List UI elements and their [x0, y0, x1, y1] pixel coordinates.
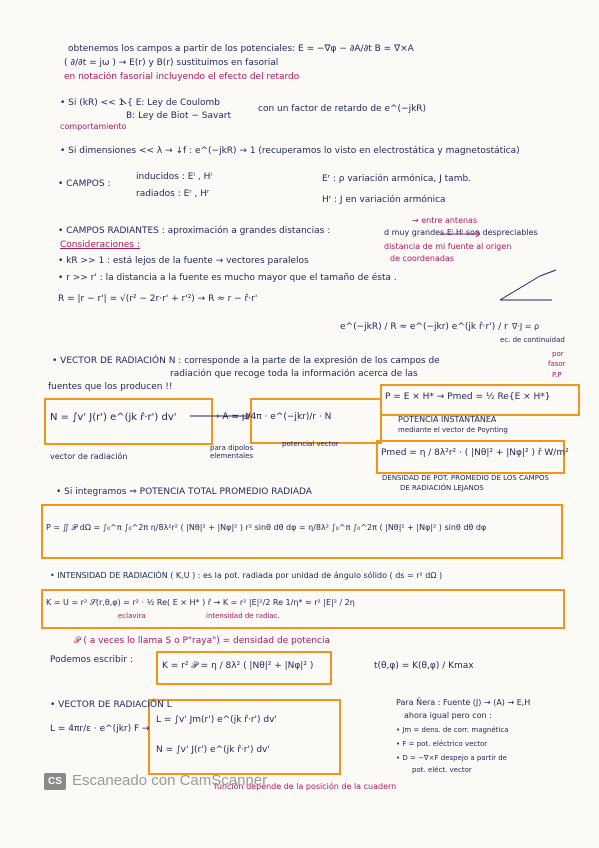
- line-function-note: función depende de la posición de la cuadern: [214, 782, 397, 791]
- equation-t: t(θ,φ) = K(θ,φ) / Kmax: [374, 661, 474, 671]
- line-r-approx: R = |r − r'| = √(r² − 2r·r' + r'²) → R ≈ r − r̂·r': [58, 294, 258, 304]
- line-fasor: fasor: [548, 360, 566, 368]
- line-intensity: • INTENSIDAD DE RADIACIÓN ( K,U ) : es la pot. radiada por unidad de ángulo sólido ( ds = r² dΩ ): [50, 571, 443, 580]
- equation-n: N = ∫v' J(r') e^(jk r̂·r') dv': [50, 412, 177, 423]
- label-poynting: mediante el vector de Poynting: [398, 426, 508, 434]
- line-dimensions: • Si dimensiones << λ → ↓f : e^(−jkR) → 1 (recuperamos lo visto en electrostática y magnetostática): [60, 146, 520, 156]
- line-biot-savart: B: Ley de Biot − Savart: [126, 111, 232, 121]
- line-radiant-fields: • CAMPOS RADIANTES : aproximación a grandes distancias :: [58, 226, 331, 236]
- line-potentials: obtenemos los campos a partir de los potenciales: E = −∇φ − ∂A/∂t B = ∇×A: [68, 44, 414, 54]
- label-potential-vector: potencial vector: [282, 440, 339, 448]
- line-we-can-write: Podemos escribir :: [50, 655, 133, 665]
- equation-l-box-2: N = ∫v' J(r') e^(jk r̂·r') dv': [156, 745, 270, 755]
- line-por: por: [552, 350, 564, 358]
- label-density: DENSIDAD DE POT. PROMEDIO DE LOS CAMPOS: [382, 474, 549, 482]
- line-behaviour: comportamiento: [60, 122, 127, 131]
- line-coordinates: de coordenadas: [390, 254, 454, 263]
- diagram-axis-rprime: [500, 276, 540, 300]
- line-r-far: • r >> r' : la distancia a la fuente es mucho mayor que el tamaño de ésta .: [58, 273, 397, 283]
- line-l-vector: • VECTOR DE RADIACIÓN L: [50, 700, 172, 710]
- line-phasor: ( ∂/∂t = jω ) → E(r) y B(r) sustituimos en fasorial: [64, 58, 279, 68]
- line-radiated: radiados : Eʳ , Hʳ: [136, 189, 210, 199]
- equation-l-def: L = 4πr/ε · e^(jkr) F →: [50, 724, 150, 734]
- line-fields-label: • CAMPOS :: [58, 179, 111, 189]
- line-induced: inducidos : Eⁱ , Hⁱ: [136, 172, 212, 182]
- line-exp-approx: e^(−jkR) / R ≈ e^(−jkr) e^(jk r̂·r') / r: [340, 322, 508, 332]
- equation-poynting: P = E × H* → Pmed = ½ Re{E × H*}: [385, 392, 551, 402]
- right-note-6: pot. eléct. vector: [412, 766, 472, 774]
- line-distance-origin: distancia de mi fuente al origen: [384, 242, 512, 251]
- label-density-2: DE RADIACIÓN LEJANOS: [400, 484, 484, 492]
- line-considerations: Consideraciones :: [60, 240, 140, 250]
- line-pp: P.P: [552, 371, 562, 379]
- label-inst-power: POTENCIA INSTANTÁNEA: [398, 415, 497, 424]
- right-note-3: • Jm = dens. de corr. magnética: [396, 726, 509, 734]
- right-note-5: • D = −∇×F despejo a partir de: [396, 754, 507, 762]
- line-continuity: ∇·J = ρ: [512, 322, 540, 331]
- line-far-negligible: d muy grandes Eⁱ Hⁱ son despreciables: [384, 228, 538, 237]
- line-er: Eʳ : ρ variación armónica, J tamb.: [322, 174, 472, 184]
- right-note-4: • F = pot. eléctrico vector: [396, 740, 488, 748]
- line-retardation: con un factor de retardo de e^(−jkR): [258, 104, 427, 114]
- line-n-vector-3: fuentes que los producen !!: [48, 382, 173, 392]
- line-density-note: 𝒫 ( a veces lo llama S o P"raya") = densidad de potencia: [74, 636, 331, 646]
- line-continuity-label: ec. de continuidad: [500, 336, 565, 344]
- line-between-antennas: → entre antenas: [412, 216, 478, 225]
- line-n-vector-2: radiación que recoge toda la información acerca de las: [170, 369, 418, 379]
- diagram-r-minus-rprime: [540, 270, 556, 276]
- right-note-2: ahora igual pero con :: [404, 711, 492, 720]
- equation-k2: K = r² 𝒫 = η / 8λ² ( |Nθ|² + |Nφ|² ): [162, 661, 314, 671]
- line-phasor-note: en notación fasorial incluyendo el efecto del retardo: [64, 72, 300, 82]
- line-kr-far: • kR >> 1 : está lejos de la fuente → vectores paralelos: [58, 256, 309, 266]
- label-elementary-dipoles: para dipolos elementales: [210, 444, 254, 461]
- line-integrate: • Si integramos ⇒ POTENCIA TOTAL PROMEDIO RADIADA: [56, 487, 312, 497]
- equation-a: → A = μ/4π · e^(−jkr)/r · N: [212, 412, 332, 422]
- label-radiation-vector: vector de radiación: [50, 452, 128, 461]
- equation-intensity: K = U = r² 𝒮(r,θ,φ) = r² · ½ Re( E × H* ) r̂ → K = r² |E|²/2 Re 1/η* ≈ r² |E|² / 2η: [46, 598, 355, 607]
- label-intensity: intensidad de radiac.: [206, 612, 280, 620]
- equation-total-power: P = ∬ 𝒫 dΩ = ∫₀^π ∫₀^2π η/8λ²r² ( |Nθ|² + |Nφ|² ) r² sinθ dθ dφ = η/8λ² ∫₀^π ∫₀^2π ( |Nθ|² + |Nφ|² ) sinθ dθ dφ: [46, 523, 487, 532]
- equation-l-box-1: L = ∫v' Jm(r') e^(jk r̂·r') dv': [156, 715, 277, 725]
- camscanner-logo: CS: [44, 773, 66, 790]
- line-n-vector: • VECTOR DE RADIACIÓN N : corresponde a la parte de la expresión de los campos de: [52, 356, 440, 366]
- line-hr: Hʳ : J en variación armónica: [322, 195, 446, 205]
- right-note-1: Para N̄era : Fuente (J) → (A) → E,H: [396, 698, 531, 707]
- line-kr-coulomb: • Si (kR) << 1 { E: Ley de Coulomb: [60, 98, 220, 108]
- label-eclavira: eclavira: [118, 612, 146, 620]
- equation-pmed: Pmed = η / 8λ²r² · ( |Nθ|² + |Nφ|² ) r̂ W/m²: [381, 448, 569, 458]
- camscanner-watermark: Escaneado con CamScanner: [72, 772, 268, 789]
